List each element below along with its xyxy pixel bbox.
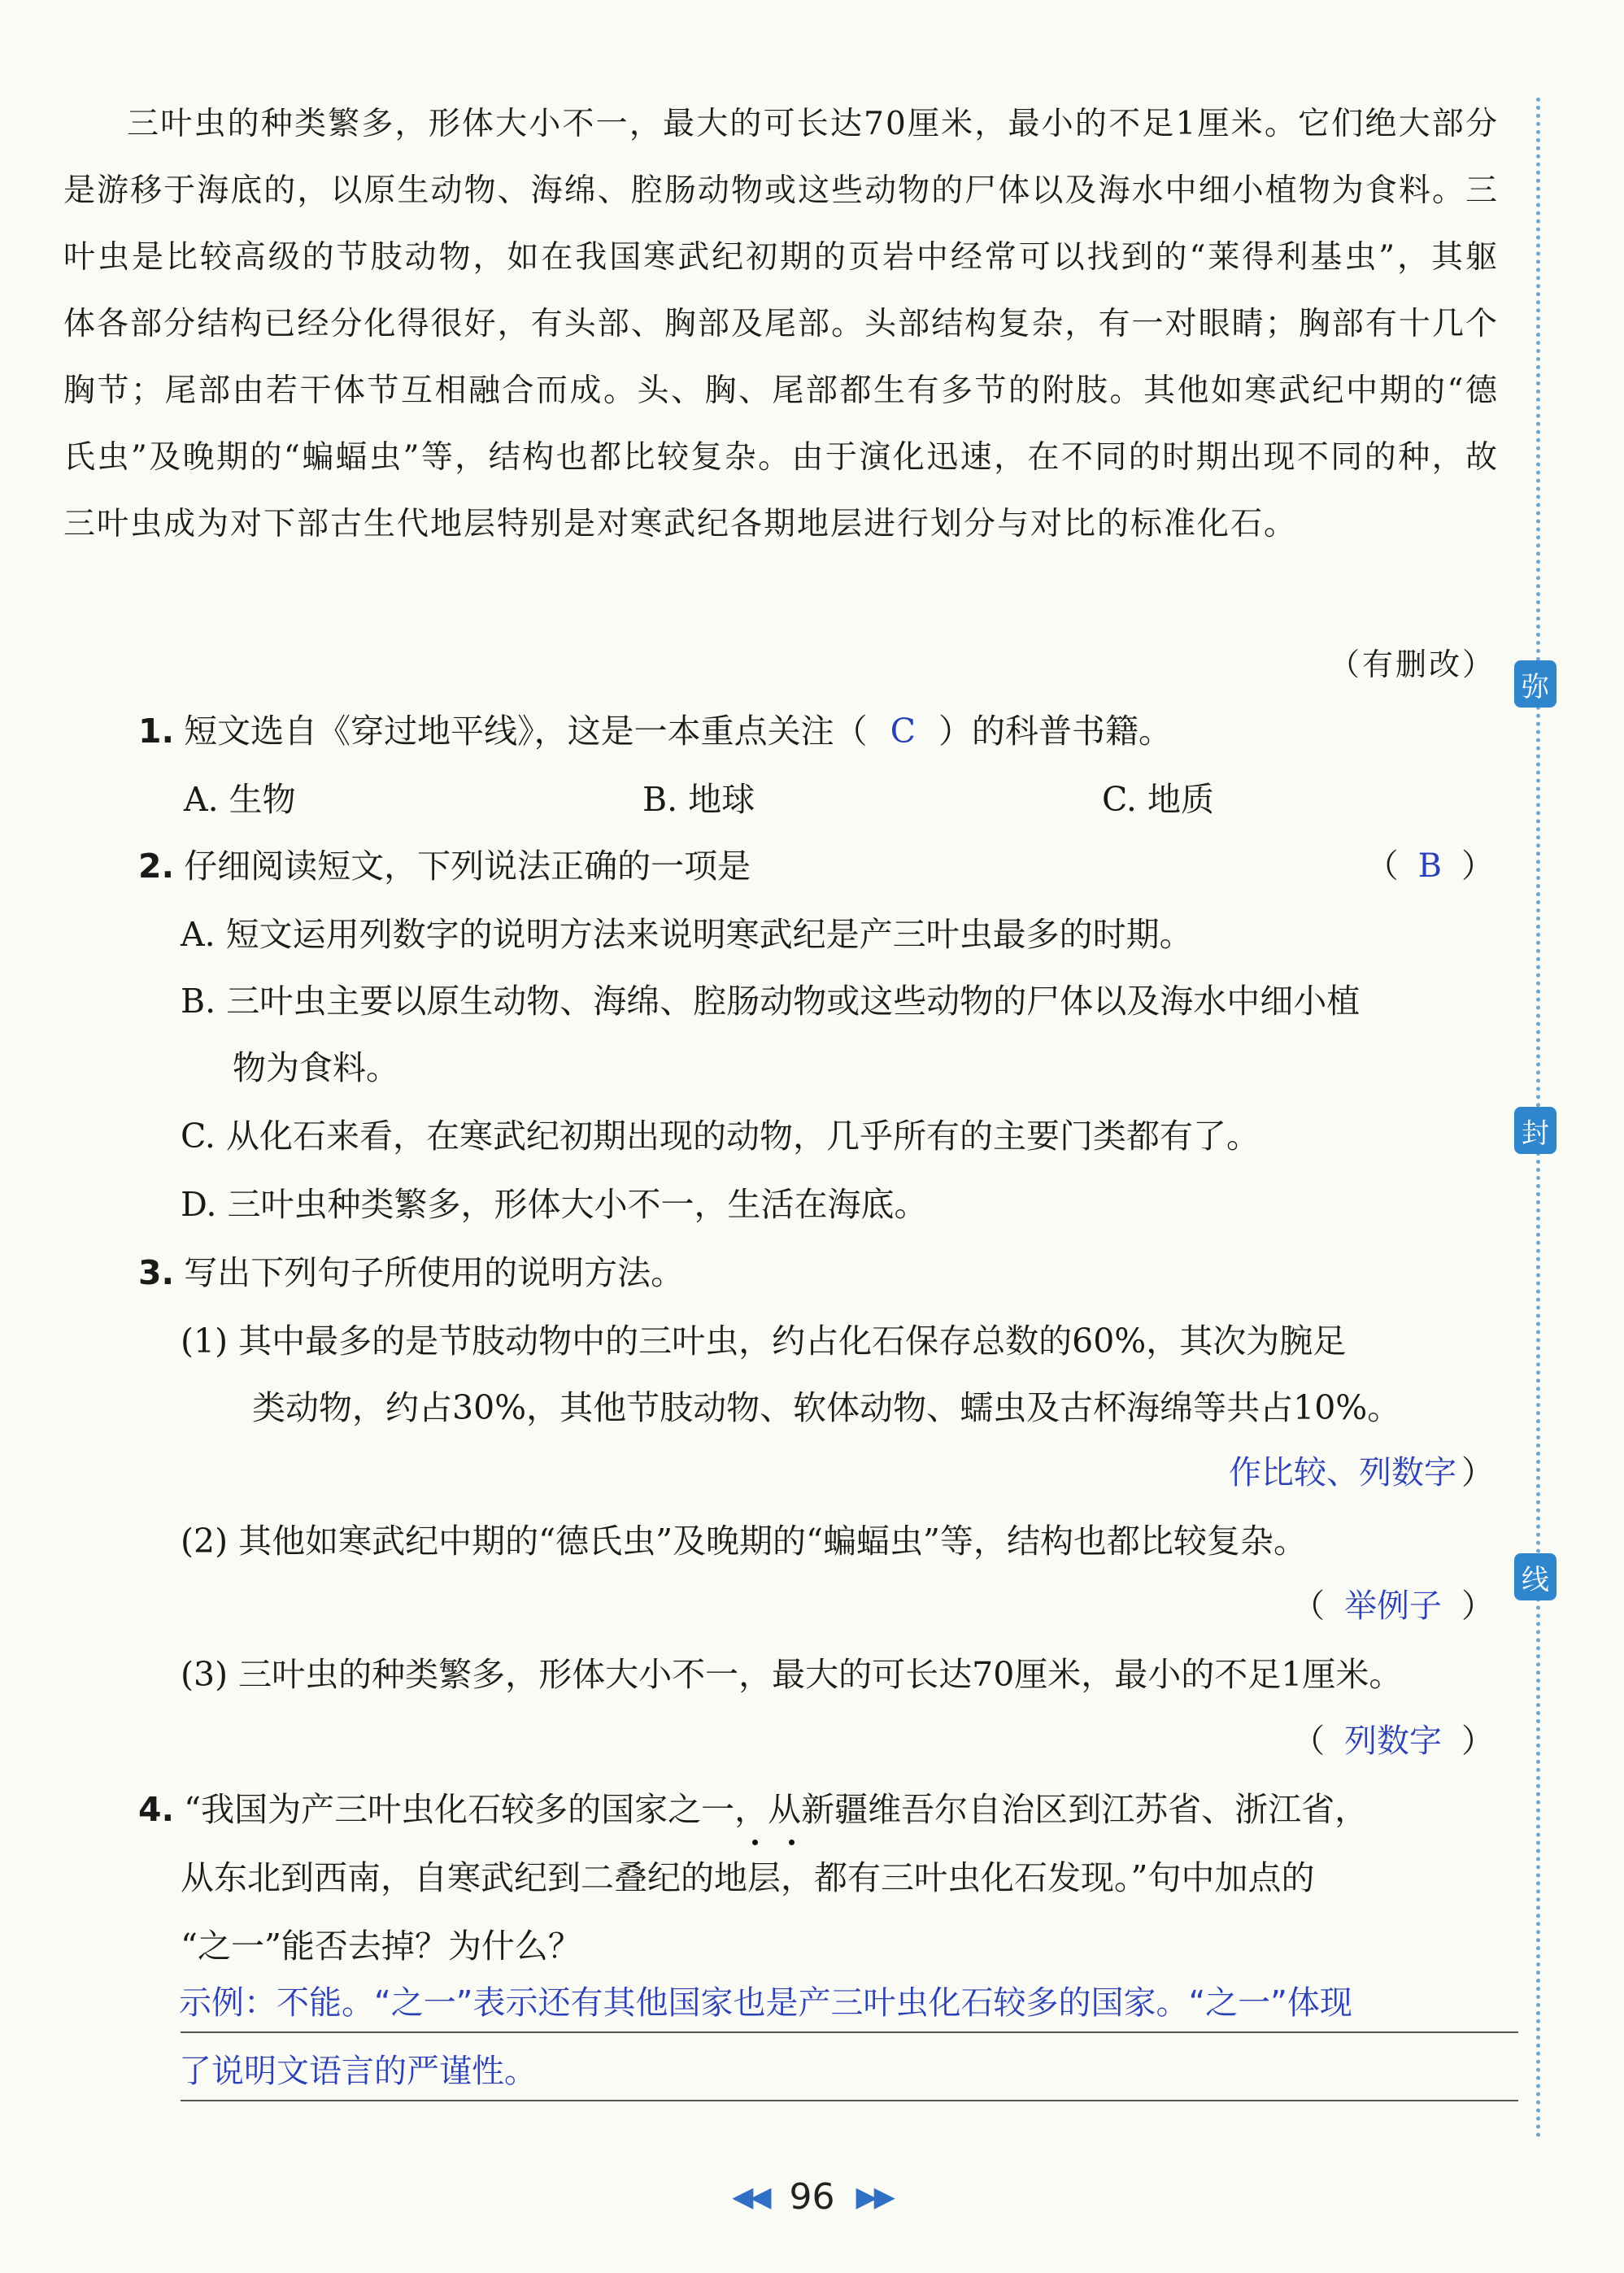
question-number: 2.	[138, 847, 175, 886]
question-number: 4.	[138, 1790, 175, 1829]
option-a: A. 生物	[184, 780, 296, 819]
sub-question-text: 其中最多的是节肢动物中的三叶虫，约占化石保存总数的60%，其次为腕足	[238, 1322, 1347, 1361]
option-b-continued: 物为食料。	[233, 1048, 399, 1087]
passage-source-note: （有删改）	[1328, 647, 1496, 682]
bracket-close: ）	[1461, 1722, 1494, 1760]
question-stem: 短文选自《穿过地平线》，这是一本重点关注（	[184, 712, 868, 751]
question-4-line-2: 从东北到西南，自寒武纪到二叠纪的地层，都有三叶虫化石发现。”句中加点的	[181, 1858, 1315, 1897]
option-b: B. 地球	[642, 780, 755, 819]
sub-question-3	[181, 1651, 1402, 1698]
page-footer	[0, 2176, 1624, 2218]
previous-page-arrow-icon[interactable]: ◀◀	[732, 2180, 768, 2214]
question-2	[138, 843, 751, 890]
answer-text: 示例：不能。“之一”表示还有其他国家也是产三叶虫化石较多的国家。“之一”体现	[179, 1984, 1352, 2022]
bracket-open: （	[1365, 847, 1399, 885]
answer-text: 了说明文语言的严谨性。	[179, 2053, 537, 2090]
bracket-open: （	[1292, 1587, 1325, 1625]
sub-question-2	[181, 1518, 1307, 1565]
page-number: 96	[789, 2176, 835, 2218]
seal-tab-feng: 封	[1514, 1107, 1557, 1154]
answer-line	[181, 2031, 1518, 2033]
bracket-close: ）	[1461, 847, 1494, 885]
answer-line	[181, 2100, 1518, 2101]
sub-question-number: (3)	[181, 1655, 229, 1694]
question-stem: ）的科普书籍。	[938, 712, 1172, 751]
bracket-close: ）	[1461, 1454, 1494, 1491]
answer-text: 作比较、列数字	[1229, 1454, 1456, 1491]
option-c: C. 地质	[1102, 780, 1214, 819]
sub-question-1-continued: 类动物，约占30%，其他节肢动物、软体动物、蠕虫及古杯海绵等共占10%。	[252, 1388, 1401, 1427]
emphasis-dot	[752, 1840, 758, 1845]
answer-text: 举例子	[1344, 1587, 1442, 1625]
question-3	[138, 1249, 684, 1296]
bracket-open: （	[1292, 1722, 1325, 1760]
question-number: 1.	[138, 712, 175, 751]
answer-text: C	[890, 712, 916, 751]
question-number: 3.	[138, 1253, 175, 1292]
option-b: B. 三叶虫主要以原生动物、海绵、腔肠动物或这些动物的尸体以及海水中细小植	[181, 982, 1361, 1021]
emphasis-dot	[789, 1840, 795, 1845]
sub-question-text: 其他如寒武纪中期的“德氏虫”及晚期的“蝙蝠虫”等，结构也都比较复杂。	[238, 1522, 1307, 1561]
answer-text: 列数字	[1344, 1722, 1442, 1760]
sub-question-1	[181, 1317, 1346, 1365]
option-a: A. 短文运用列数字的说明方法来说明寒武纪是产三叶虫最多的时期。	[181, 915, 1193, 954]
sub-question-number: (1)	[181, 1322, 229, 1361]
question-4-line-3: “之一”能否去掉？为什么？	[181, 1927, 581, 1966]
question-4	[138, 1786, 1368, 1833]
question-stem: 仔细阅读短文，下列说法正确的一项是	[184, 847, 751, 886]
answer-bracket	[1292, 1583, 1494, 1630]
sub-question-number: (2)	[181, 1522, 229, 1561]
bracket-close: ）	[1461, 1587, 1494, 1625]
answer-bracket	[1229, 1449, 1494, 1496]
sub-question-text: 三叶虫的种类繁多，形体大小不一，最大的可长达70厘米，最小的不足1厘米。	[238, 1655, 1403, 1694]
answer-bracket	[1366, 843, 1494, 890]
reading-passage	[63, 91, 1499, 558]
passage-paragraph: 三叶虫的种类繁多，形体大小不一，最大的可长达70厘米，最小的不足1厘米。它们绝大部分是游移于海底的，以原生动物、海绵、腔肠动物或这些动物的尸体以及海水中细小植物为食料。三叶虫是比较高级的节肢动物，如在我国寒武纪初期的页岩中经常可以找到的“莱得利基虫”，其躯体各部分结构已经分化得很好，有头部、胸部及尾部。头部结构复杂，有一对眼睛；胸部有十几个胸节；尾部由若干体节互相融合而成。头、胸、尾部都生有多节的附肢。其他如寒武纪中期的“德氏虫”及晚期的“蝙蝠虫”等，结构也都比较复杂。由于演化迅速，在不同的时期出现不同的种，故三叶虫成为对下部古生代地层特别是对寒武纪各期地层进行划分与对比的标准化石。	[63, 106, 1499, 542]
next-page-arrow-icon[interactable]: ▶▶	[856, 2180, 892, 2214]
question-1	[138, 708, 1172, 755]
answer-bracket	[1292, 1718, 1494, 1765]
seal-tab-xian: 线	[1514, 1553, 1557, 1600]
option-d: D. 三叶虫种类繁多，形体大小不一，生活在海底。	[181, 1185, 928, 1224]
option-c: C. 从化石来看，在寒武纪初期出现的动物，几乎所有的主要门类都有了。	[181, 1117, 1260, 1156]
question-stem: 写出下列句子所使用的说明方法。	[184, 1253, 685, 1292]
answer-text: B	[1417, 847, 1442, 885]
seal-tab-mi: 弥	[1514, 660, 1557, 708]
question-stem: “我国为产三叶虫化石较多的国家之一，从新疆维吾尔自治区到江苏省、浙江省，	[184, 1790, 1369, 1829]
